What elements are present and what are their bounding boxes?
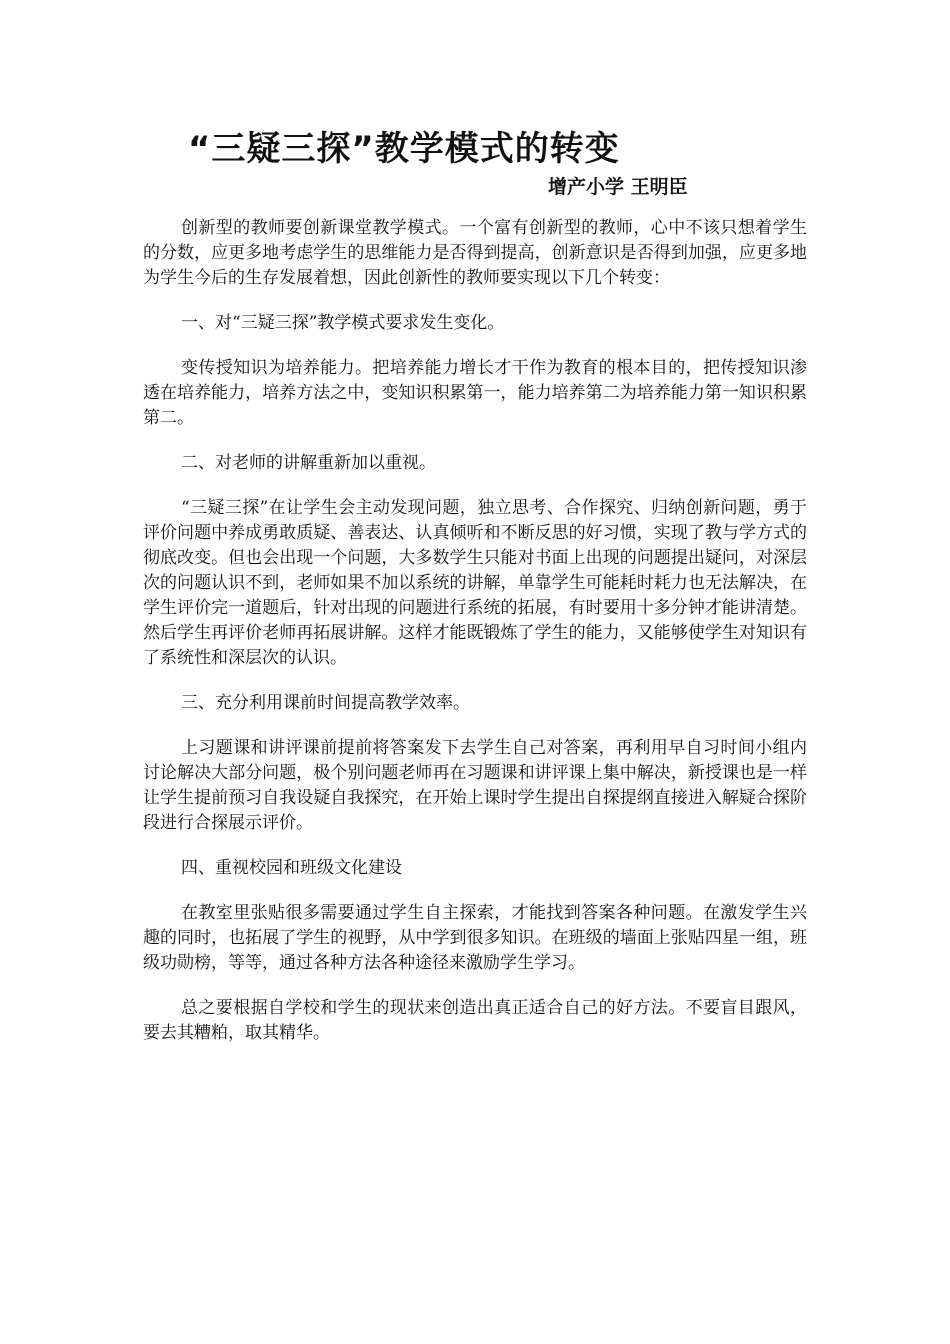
- section-heading-3: 三、充分利用课前时间提高教学效率。: [181, 693, 470, 713]
- section-heading-1: 一、对“三疑三探”教学模式要求发生变化。: [181, 313, 505, 333]
- section-heading-2: 二、对老师的讲解重新加以重视。: [181, 453, 436, 473]
- section-body-4: 在教室里张贴很多需要通过学生自主探索，才能找到答案各种问题。在激发学生兴趣的同时，也拓展了学生的视野，从中学到很多知识。在班级的墙面上张贴四星一组，班级功勋榜，等等，通过各种方法各种途径来激励学生学习。: [143, 903, 807, 973]
- section-body-3: 上习题课和讲评课前提前将答案发下去学生自己对答案，再利用早自习时间小组内讨论解决大部分问题，极个别问题老师再在习题课和讲评课上集中解决，新授课也是一样让学生提前预习自我设疑自我探究，在开始上课时学生提出自探提纲直接进入解疑合探阶段进行合探展示评价。: [143, 738, 807, 833]
- conclusion-paragraph: 总之要根据自学校和学生的现状来创造出真正适合自己的好方法。不要盲目跟风，要去其糟粕，取其精华。: [143, 998, 807, 1043]
- intro-paragraph: 创新型的教师要创新课堂教学模式。一个富有创新型的教师，心中不该只想着学生的分数，应更多地考虑学生的思维能力是否得到提高，创新意识是否得到加强，应更多地为学生今后的生存发展着想，因此创新性的教师要实现以下几个转变：: [143, 218, 807, 288]
- section-body-1: 变传授知识为培养能力。把培养能力增长才干作为教育的根本目的，把传授知识渗透在培养能力，培养方法之中，变知识积累第一，能力培养第二为培养能力第一知识积累第二。: [143, 358, 807, 428]
- section-body-2: “三疑三探”在让学生会主动发现问题，独立思考、合作探究、归纳创新问题，勇于评价问题中养成勇敢质疑、善表达、认真倾听和不断反思的好习惯，实现了教与学方式的彻底改变。但也会出现一个问题，大多数学生只能对书面上出现的问题提出疑问，对深层次的问题认识不到，老师如果不加以系统的讲解，单靠学生可能耗时耗力也无法解决，在学生评价完一道题后，针对出现的问题进行系统的拓展，有时要用十多分钟才能讲清楚。然后学生再评价老师再拓展讲解。这样才能既锻炼了学生的能力，又能够使学生对知识有了系统性和深层次的认识。: [143, 498, 807, 668]
- document-body: [143, 216, 807, 1066]
- document-author: 增产小学 王明臣: [548, 176, 688, 198]
- section-heading-4: 四、重视校园和班级文化建设: [181, 858, 402, 878]
- document-title: “三疑三探”教学模式的转变: [188, 129, 620, 169]
